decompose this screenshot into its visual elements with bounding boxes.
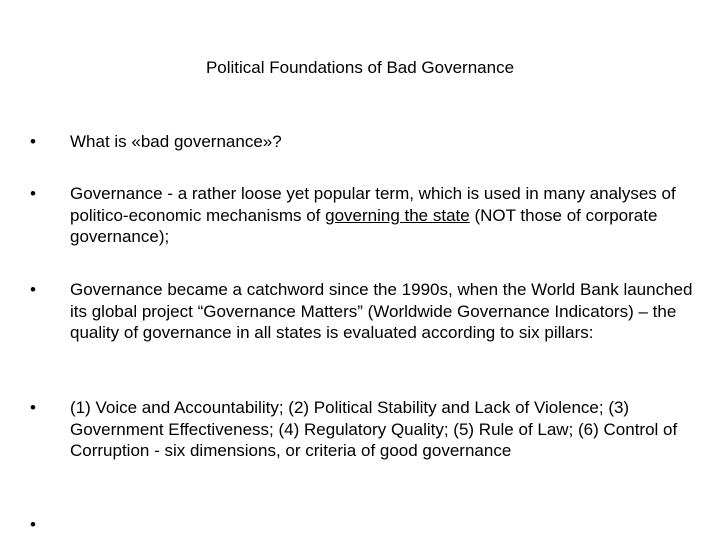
bullet-item-3 [30, 279, 693, 344]
bullet-text: Governance became a catchword since the 1990s, when the World Bank launched its global project “Governance Matters” (Worldwide Governance Indicators) – the quality of governance in all states is evaluated according to six pillars: [70, 280, 693, 342]
bullet-item-1 [30, 131, 690, 153]
bullet-dot: • [30, 515, 36, 534]
slide-title: Political Foundations of Bad Governance [205, 58, 515, 77]
bullet-item-4 [30, 397, 690, 462]
bullet-dot: • [30, 184, 36, 203]
bullet-dot: • [30, 280, 36, 299]
bullet-item-2 [30, 183, 690, 248]
underlined-phrase: governing the state [325, 205, 470, 225]
bullet-dot: • [30, 132, 36, 151]
bullet-dot: • [30, 398, 36, 417]
bullet-text-before: Governance - a rather loose yet popular term, which is used in many analyses of politico-economic mechanisms of [70, 184, 676, 225]
bullet-text [70, 183, 695, 248]
bullet-text: (1) Voice and Accountability; (2) Political Stability and Lack of Violence; (3) Government Effectiveness; (4) Regulatory Quality; (5) Rule of Law; (6) Control of Corruption - six dimensions, or criteria of good governance [70, 398, 678, 460]
bullet-text: What is «bad governance»? [70, 132, 282, 151]
bullet-text-after: (NOT those of corporate governance); [70, 205, 658, 246]
